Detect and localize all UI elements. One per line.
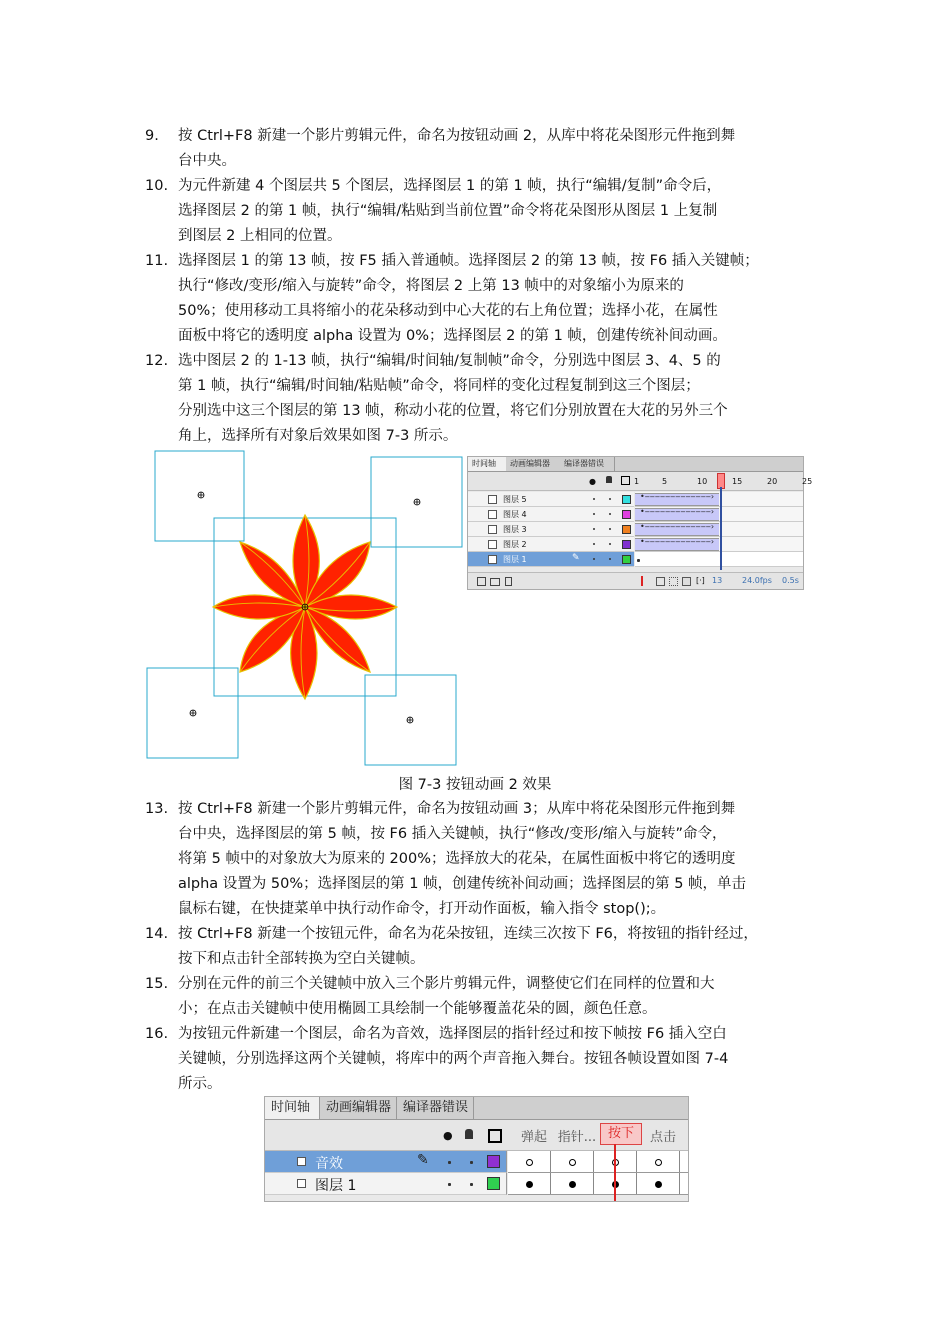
visible-dot[interactable]: [448, 1161, 451, 1164]
tween-arrow: •‒‒‒‒‒‒‒‒‒‒‒‒‒›: [640, 522, 715, 531]
timeline-footer: [468, 572, 803, 589]
step-text: [178, 922, 810, 972]
step-text: [178, 972, 810, 1022]
frame-rate: 24.0fps: [742, 576, 772, 585]
timeline-panel-2: [264, 1096, 689, 1202]
playhead-line[interactable]: [720, 487, 722, 570]
step-line: 分别选中这三个图层的第 13 帧，称动小花的位置，将它们分别放置在大花的另外三个: [178, 403, 728, 419]
timeline-panel-1: [467, 456, 813, 590]
step-number: 15.: [145, 976, 169, 992]
frame-divider: [550, 1151, 551, 1172]
onion-outline-icon[interactable]: [669, 577, 678, 586]
layer-name: 图层 3: [503, 525, 527, 534]
step-text: [178, 349, 810, 449]
layer-name: 图层 5: [503, 495, 527, 504]
frame-label[interactable]: 指针...: [557, 1130, 597, 1145]
step-item: [145, 174, 810, 249]
keyframe-dot[interactable]: [637, 559, 640, 562]
step-item: [145, 1022, 810, 1097]
timeline-tabs: [468, 457, 803, 472]
visible-dot[interactable]: [593, 543, 595, 545]
onion-markers-icon[interactable]: [·]: [696, 576, 705, 585]
step-line: 50%；使用移动工具将缩小的花朵移动到中心大花的右上角位置；选择小花，在属性: [178, 303, 718, 319]
step-number: 16.: [145, 1026, 169, 1042]
step-line: 台中央。: [178, 153, 236, 169]
layer-name: 图层 2: [503, 540, 527, 549]
elapsed-time: 0.5s: [782, 576, 799, 585]
frame-divider: [679, 1173, 680, 1194]
step-line: 到图层 2 上相同的位置。: [178, 228, 342, 244]
ruler-label: 15: [732, 477, 743, 486]
playhead[interactable]: [614, 1144, 616, 1201]
delete-layer-icon[interactable]: [505, 577, 512, 586]
layer-icon: [488, 495, 497, 504]
step-line: 关键帧，分别选择这两个关键帧，将库中的两个声音拖入舞台。按钮各帧设置如图 7-4: [178, 1051, 729, 1067]
new-folder-icon[interactable]: [490, 578, 500, 586]
step-line: 为元件新建 4 个图层共 5 个图层，选择图层 1 的第 1 帧，执行“编辑/复制”命令后，: [178, 178, 722, 194]
lock-dot[interactable]: [609, 498, 611, 500]
eye-icon[interactable]: ●: [443, 1129, 453, 1142]
empty-keyframe[interactable]: [526, 1159, 533, 1166]
layer-frames[interactable]: [508, 1151, 688, 1173]
layer-name: 图层 4: [503, 510, 527, 519]
ruler-label: 1: [634, 477, 640, 486]
ruler-label: 5: [662, 477, 668, 486]
step-text: [178, 797, 810, 922]
step-item: [145, 124, 810, 174]
frame-divider: [636, 1173, 637, 1194]
layer-frames[interactable]: [635, 507, 803, 522]
step-text: [178, 249, 810, 349]
step-line: alpha 设置为 50%；选择图层的第 1 帧，创建传统补间动画；选择图层的第 5 帧，单击: [178, 876, 747, 892]
step-line: 将第 5 帧中的对象放大为原来的 200%；选择放大的花朵，在属性面板中将它的透明度: [178, 851, 736, 867]
tween-arrow: •‒‒‒‒‒‒‒‒‒‒‒‒‒›: [640, 492, 715, 501]
step-line: 按 Ctrl+F8 新建一个影片剪辑元件，命名为按钮动画 2，从库中将花朵图形元件拖到舞: [178, 128, 736, 144]
current-frame: 13: [712, 576, 723, 585]
outline-icon[interactable]: [488, 1129, 502, 1143]
frame-divider: [550, 1173, 551, 1194]
layer-color-swatch[interactable]: [622, 495, 631, 504]
empty-keyframe[interactable]: [569, 1159, 576, 1166]
lock-dot[interactable]: [609, 558, 611, 560]
step-item: [145, 972, 810, 1022]
lock-icon[interactable]: [606, 476, 612, 483]
visible-dot[interactable]: [593, 528, 595, 530]
layer-name: 音效: [315, 1156, 343, 1172]
step-line: 面板中将它的透明度 alpha 设置为 0%；选择图层 2 的第 1 帧，创建传统补间动画。: [178, 328, 727, 344]
tab-compiler-errors[interactable]: 编译器错误: [560, 457, 615, 471]
step-line: 按 Ctrl+F8 新建一个影片剪辑元件，命名为按钮动画 3；从库中将花朵图形元件拖到舞: [178, 801, 736, 817]
frame-divider: [593, 1173, 594, 1194]
step-line: 为按钮元件新建一个图层，命名为音效，选择图层的指针经过和按下帧按 F6 插入空白: [178, 1026, 727, 1042]
layer-frames[interactable]: [635, 552, 803, 567]
visible-dot[interactable]: [593, 558, 595, 560]
layer-row[interactable]: [468, 507, 634, 522]
onion-skin-icon[interactable]: [656, 577, 665, 586]
layer-icon: [297, 1179, 306, 1188]
tween-arrow: •‒‒‒‒‒‒‒‒‒‒‒‒‒›: [640, 537, 715, 546]
figure-caption-7-3: 图 7-3 按钮动画 2 效果: [398, 777, 552, 793]
frame-divider: [679, 1151, 680, 1172]
layer-color-swatch[interactable]: [487, 1177, 500, 1190]
frame-label[interactable]: 点击: [649, 1130, 676, 1145]
timeline-header: [265, 1120, 688, 1151]
layer-icon: [488, 555, 497, 564]
step-number: 14.: [145, 926, 169, 942]
tab-timeline[interactable]: 时间轴: [468, 457, 507, 471]
layer-row[interactable]: [468, 522, 634, 537]
lock-dot[interactable]: [609, 543, 611, 545]
tab-timeline[interactable]: 时间轴: [265, 1097, 320, 1119]
visible-dot[interactable]: [593, 498, 595, 500]
step-item: [145, 349, 810, 449]
eye-icon[interactable]: ●: [589, 477, 596, 486]
layer-name: 图层 1: [503, 555, 527, 564]
step-text: [178, 124, 810, 174]
step-number: 9.: [145, 128, 159, 144]
keyframe[interactable]: [569, 1181, 576, 1188]
step-line: 角上，选择所有对象后效果如图 7-3 所示。: [178, 428, 458, 444]
layer-frames[interactable]: [635, 537, 803, 552]
layer-row[interactable]: [468, 492, 634, 507]
step-line: 选择图层 1 的第 13 帧，按 F5 插入普通帧。选择图层 2 的第 13 帧，按 F6 插入关键帧；: [178, 253, 759, 269]
ruler-label: 20: [767, 477, 778, 486]
playhead-icon[interactable]: [641, 576, 643, 586]
edit-multiple-icon[interactable]: [682, 577, 691, 586]
box-top-left: [155, 451, 244, 541]
layer-color-swatch[interactable]: [487, 1155, 500, 1168]
flower-figure: [145, 448, 465, 766]
pencil-icon: ✎: [417, 1152, 429, 1168]
lock-dot[interactable]: [609, 528, 611, 530]
ruler-label: 25: [802, 477, 813, 486]
step-line: 执行“修改/变形/缩入与旋转”命令，将图层 2 上第 13 帧中的对象缩小为原来的: [178, 278, 684, 294]
empty-keyframe[interactable]: [655, 1159, 662, 1166]
lock-icon[interactable]: [465, 1129, 473, 1139]
layer-color-swatch[interactable]: [622, 540, 631, 549]
layer-frames[interactable]: [508, 1173, 688, 1195]
step-line: 所示。: [178, 1076, 222, 1092]
step-item: [145, 249, 810, 349]
lock-dot[interactable]: [609, 513, 611, 515]
step-line: 按下和点击针全部转换为空白关键帧。: [178, 951, 425, 967]
ruler-label: 10: [697, 477, 708, 486]
lock-dot[interactable]: [470, 1161, 473, 1164]
step-number: 12.: [145, 353, 169, 369]
layer-color-swatch[interactable]: [622, 555, 631, 564]
outline-icon[interactable]: [621, 476, 630, 485]
step-line: 分别在元件的前三个关键帧中放入三个影片剪辑元件，调整使它们在同样的位置和大: [178, 976, 715, 992]
step-item: [145, 797, 810, 922]
keyframe[interactable]: [526, 1181, 533, 1188]
tween-arrow: •‒‒‒‒‒‒‒‒‒‒‒‒‒›: [640, 507, 715, 516]
visible-dot[interactable]: [448, 1183, 451, 1186]
visible-dot[interactable]: [593, 513, 595, 515]
step-line: 第 1 帧，执行“编辑/时间轴/粘贴帧”命令，将同样的变化过程复制到这三个图层；: [178, 378, 700, 394]
step-line: 按 Ctrl+F8 新建一个按钮元件，命名为花朵按钮，连续三次按下 F6，将按钮的指针经过，: [178, 926, 758, 942]
frame-divider: [593, 1151, 594, 1172]
layer-icon: [488, 510, 497, 519]
layer-row[interactable]: [468, 552, 634, 567]
tab-compiler-errors[interactable]: 编译器错误: [397, 1097, 474, 1119]
step-number: 13.: [145, 801, 169, 817]
step-number: 10.: [145, 178, 169, 194]
tab-motion-editor[interactable]: 动画编辑器: [506, 457, 561, 471]
layer-row[interactable]: [265, 1151, 507, 1173]
layer-name: 图层 1: [315, 1178, 357, 1194]
step-text: [178, 174, 810, 249]
step-item: [145, 922, 810, 972]
layer-color-swatch[interactable]: [622, 510, 631, 519]
layer-icon: [488, 525, 497, 534]
step-number: 11.: [145, 253, 169, 269]
frame-label[interactable]: 弹起: [520, 1130, 547, 1145]
layer-row[interactable]: [265, 1173, 507, 1195]
pencil-icon: ✎: [572, 553, 580, 563]
layer-color-swatch[interactable]: [622, 525, 631, 534]
step-line: 选中图层 2 的 1-13 帧，执行“编辑/时间轴/复制帧”命令，分别选中图层 3、4、5 的: [178, 353, 721, 369]
layer-frames[interactable]: [635, 492, 803, 507]
tab-motion-editor[interactable]: 动画编辑器: [320, 1097, 397, 1119]
step-line: 选择图层 2 的第 1 帧，执行“编辑/粘贴到当前位置”命令将花朵图形从图层 1 上复制: [178, 203, 718, 219]
step-line: 鼠标右键，在快捷菜单中执行动作命令，打开动作面板，输入指令 stop();。: [178, 901, 666, 917]
step-line: 小；在点击关键帧中使用椭圆工具绘制一个能够覆盖花朵的圆，颜色任意。: [178, 1001, 657, 1017]
frame-label[interactable]: 按下: [600, 1123, 642, 1145]
new-layer-icon[interactable]: [477, 577, 486, 586]
frame-divider: [636, 1151, 637, 1172]
layer-row[interactable]: [468, 537, 634, 552]
keyframe[interactable]: [655, 1181, 662, 1188]
step-text: [178, 1022, 810, 1097]
lock-dot[interactable]: [470, 1183, 473, 1186]
layer-icon: [297, 1157, 306, 1166]
layer-frames[interactable]: [635, 522, 803, 537]
step-line: 台中央，选择图层的第 5 帧，按 F6 插入关键帧，执行“修改/变形/缩入与旋转”命令，: [178, 826, 727, 842]
layer-icon: [488, 540, 497, 549]
timeline-tabs: [265, 1097, 688, 1120]
